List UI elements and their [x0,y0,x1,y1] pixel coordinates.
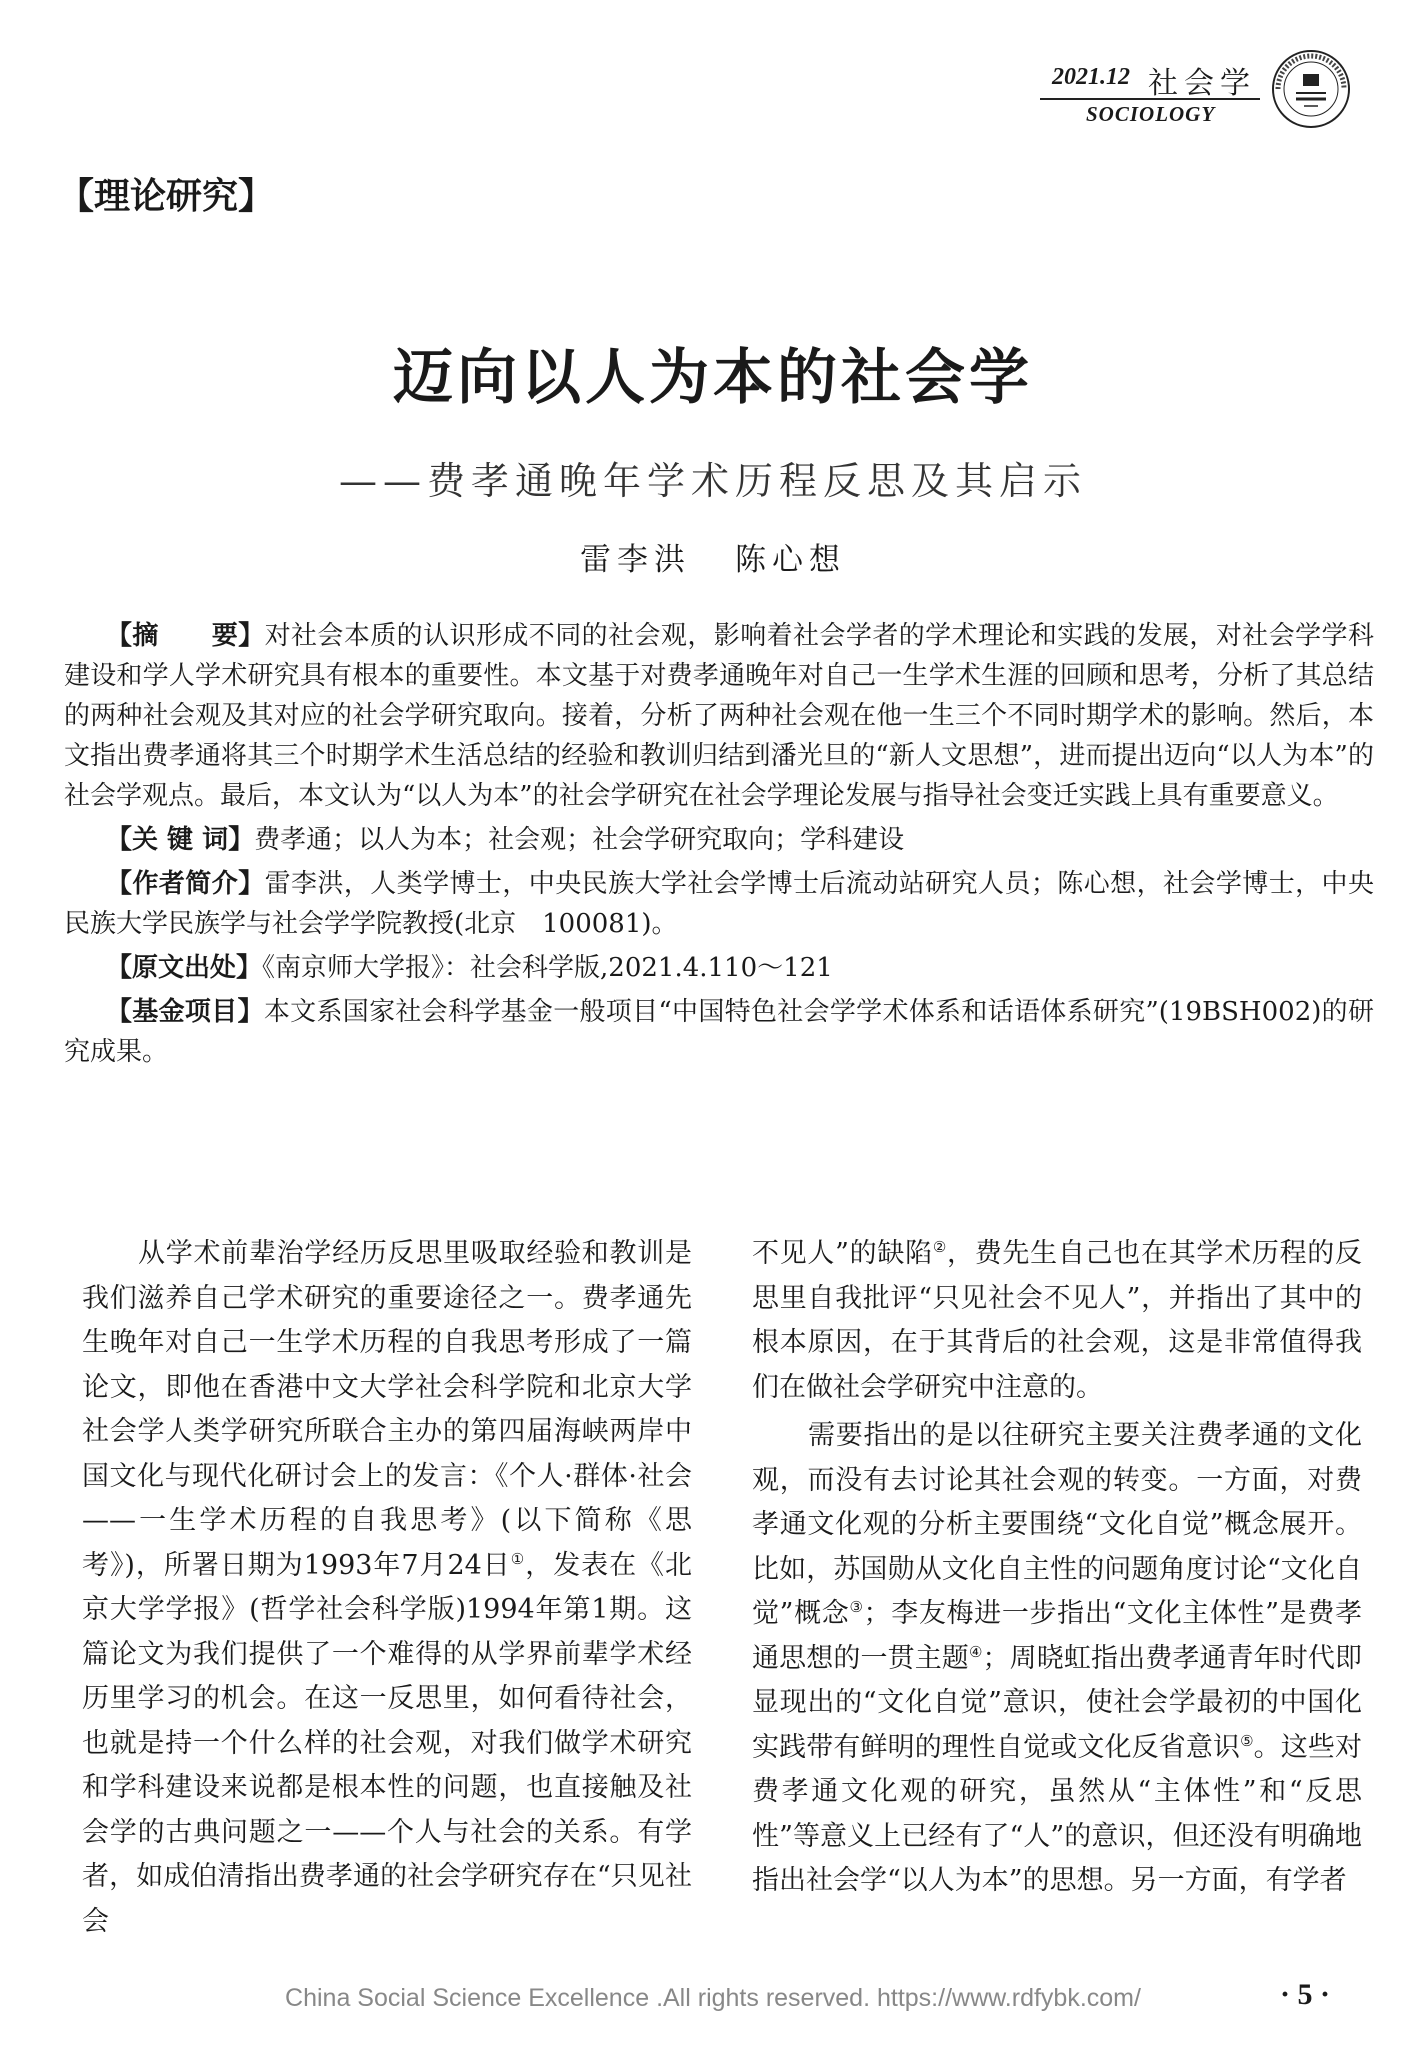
abstract-label: 【摘 要】 [106,621,265,651]
keywords-text: 费孝通；以人为本；社会观；社会学研究取向；学科建设 [254,825,905,855]
author-name: 雷李洪 [580,542,691,578]
journal-name: 社会学 [1148,66,1256,101]
author-bio-text: 雷李洪，人类学博士，中央民族大学社会学博士后流动站研究人员；陈心想，社会学博士，中央民族大学民族学与社会学学院教授(北京 100081)。 [64,869,1374,939]
author-bio-label: 【作者简介】 [106,869,265,899]
author-name: 陈心想 [735,542,846,578]
body-column-left [82,1232,693,1937]
header-rule [1040,98,1260,100]
footnote-ref[interactable]: ④ [968,1642,983,1661]
body-paragraph [752,1414,1362,1904]
body-text: ，发表在《北京大学学报》(哲学社会科学版)1994年第1期。这篇论文为我们提供了一个难得的从学界前辈学术经历里学习的机会。在这一反思里，如何看待社会，也就是持一个什么样的社会观，对我们做学术研究和学科建设来说都是根本性的问题，也直接触及社会学的古典问题之一——个人与社会的关系。有学者，如成伯清指出费孝通的社会学研究存在“只见社会 [82,1549,693,1937]
body-text: 从学术前辈治学经历反思里吸取经验和教训是我们滋养自己学术研究的重要途径之一。费孝通先生晚年对自己一生学术历程的自我思考形成了一篇论文，即他在香港中文大学社会科学院和北京大学社会学人类学研究所联合主办的第四届海峡两岸中国文化与现代化研讨会上的发言：《个人·群体·社会——一生学术历程的自我思考》(以下简称《思考》)，所署日期为1993年7月24日 [82,1238,692,1581]
abstract-text: 对社会本质的认识形成不同的社会观，影响着社会学者的学术理论和实践的发展，对社会学学科建设和学人学术研究具有根本的重要性。本文基于对费孝通晚年对自己一生学术生涯的回顾和思考，分析了其总结的两种社会观及其对应的社会学研究取向。接着，分析了两种社会观在他一生三个不同时期学术的影响。然后，本文指出费孝通将其三个时期学术生活总结的经验和教训归结到潘光旦的“新人文思想”，进而提出迈向“以人为本”的社会学观点。最后，本文认为“以人为本”的社会学研究在社会学理论发展与指导社会变迁实践上具有重要意义。 [64,621,1374,811]
keywords-label: 【关 键 词】 [106,825,255,855]
fund [64,992,1374,1072]
source-text: 《南京师大学报》：社会科学版,2021.4.110～121 [262,953,833,983]
body-column-right [752,1232,1363,1896]
fund-label: 【基金项目】 [106,997,264,1027]
issue-date: 2021.12 [1052,64,1130,90]
footnote-ref[interactable]: ② [932,1238,947,1256]
fund-text: 本文系国家社会科学基金一般项目“中国特色社会学学术体系和话语体系研究”(19BSH002)的研究成果。 [64,997,1374,1067]
body-text: 不见人”的缺陷 [752,1238,933,1269]
body-paragraph [752,1232,1362,1410]
body-text: 需要指出的是以往研究主要关注费孝通的文化观，而没有去讨论其社会观的转变。一方面，对费孝通文化观的分析主要围绕“文化自觉”概念展开。比如，苏国勋从文化自主性的问题角度讨论“文化自觉”概念 [752,1420,1362,1629]
abstract [64,616,1374,816]
body-text: ；周晓虹指出费孝通青年时代即显现出的“文化自觉”意识，使社会学最初的中国化实践带有鲜明的理性自觉或文化反省意识 [752,1642,1363,1763]
footnote-ref[interactable]: ③ [849,1598,864,1616]
author-bio [64,864,1374,944]
copyright-footer: China Social Science Excellence .All rights reserved. https://www.rdfybk.com/ [285,1984,1141,2012]
page-number: · 5 · [1280,1978,1331,2011]
keywords [64,820,1374,860]
source [64,948,1374,988]
body-text: ，费先生自己也在其学术历程的反思里自我批评“只见社会不见人”，并指出了其中的根本原因，在于其背后的社会观，这是非常值得我们在做社会学研究中注意的。 [752,1238,1362,1403]
source-label: 【原文出处】 [106,953,263,983]
abstract-block [64,616,1374,1076]
footnote-ref[interactable]: ⑤ [1240,1731,1254,1750]
author-list [0,534,1426,579]
body-text: ；李友梅进一步指出“文化主体性”是费孝通思想的一贯主题 [752,1598,1362,1674]
article-subtitle: ——费孝通晚年学术历程反思及其启示 [338,459,1087,503]
footnote-ref[interactable]: ① [510,1549,526,1568]
article-title: 迈向以人为本的社会学 [393,343,1033,413]
body-paragraph [82,1232,692,1944]
journal-name-en: SOCIOLOGY [1086,102,1216,126]
publisher-seal-icon [1270,48,1352,130]
section-tag: 【理论研究】 [58,176,275,217]
body-text: 。这些对费孝通文化观的研究，虽然从“主体性”和“反思性”等意义上已经有了“人”的意识，但还没有明确地指出社会学“以人为本”的思想。另一方面，有学者 [752,1731,1363,1896]
